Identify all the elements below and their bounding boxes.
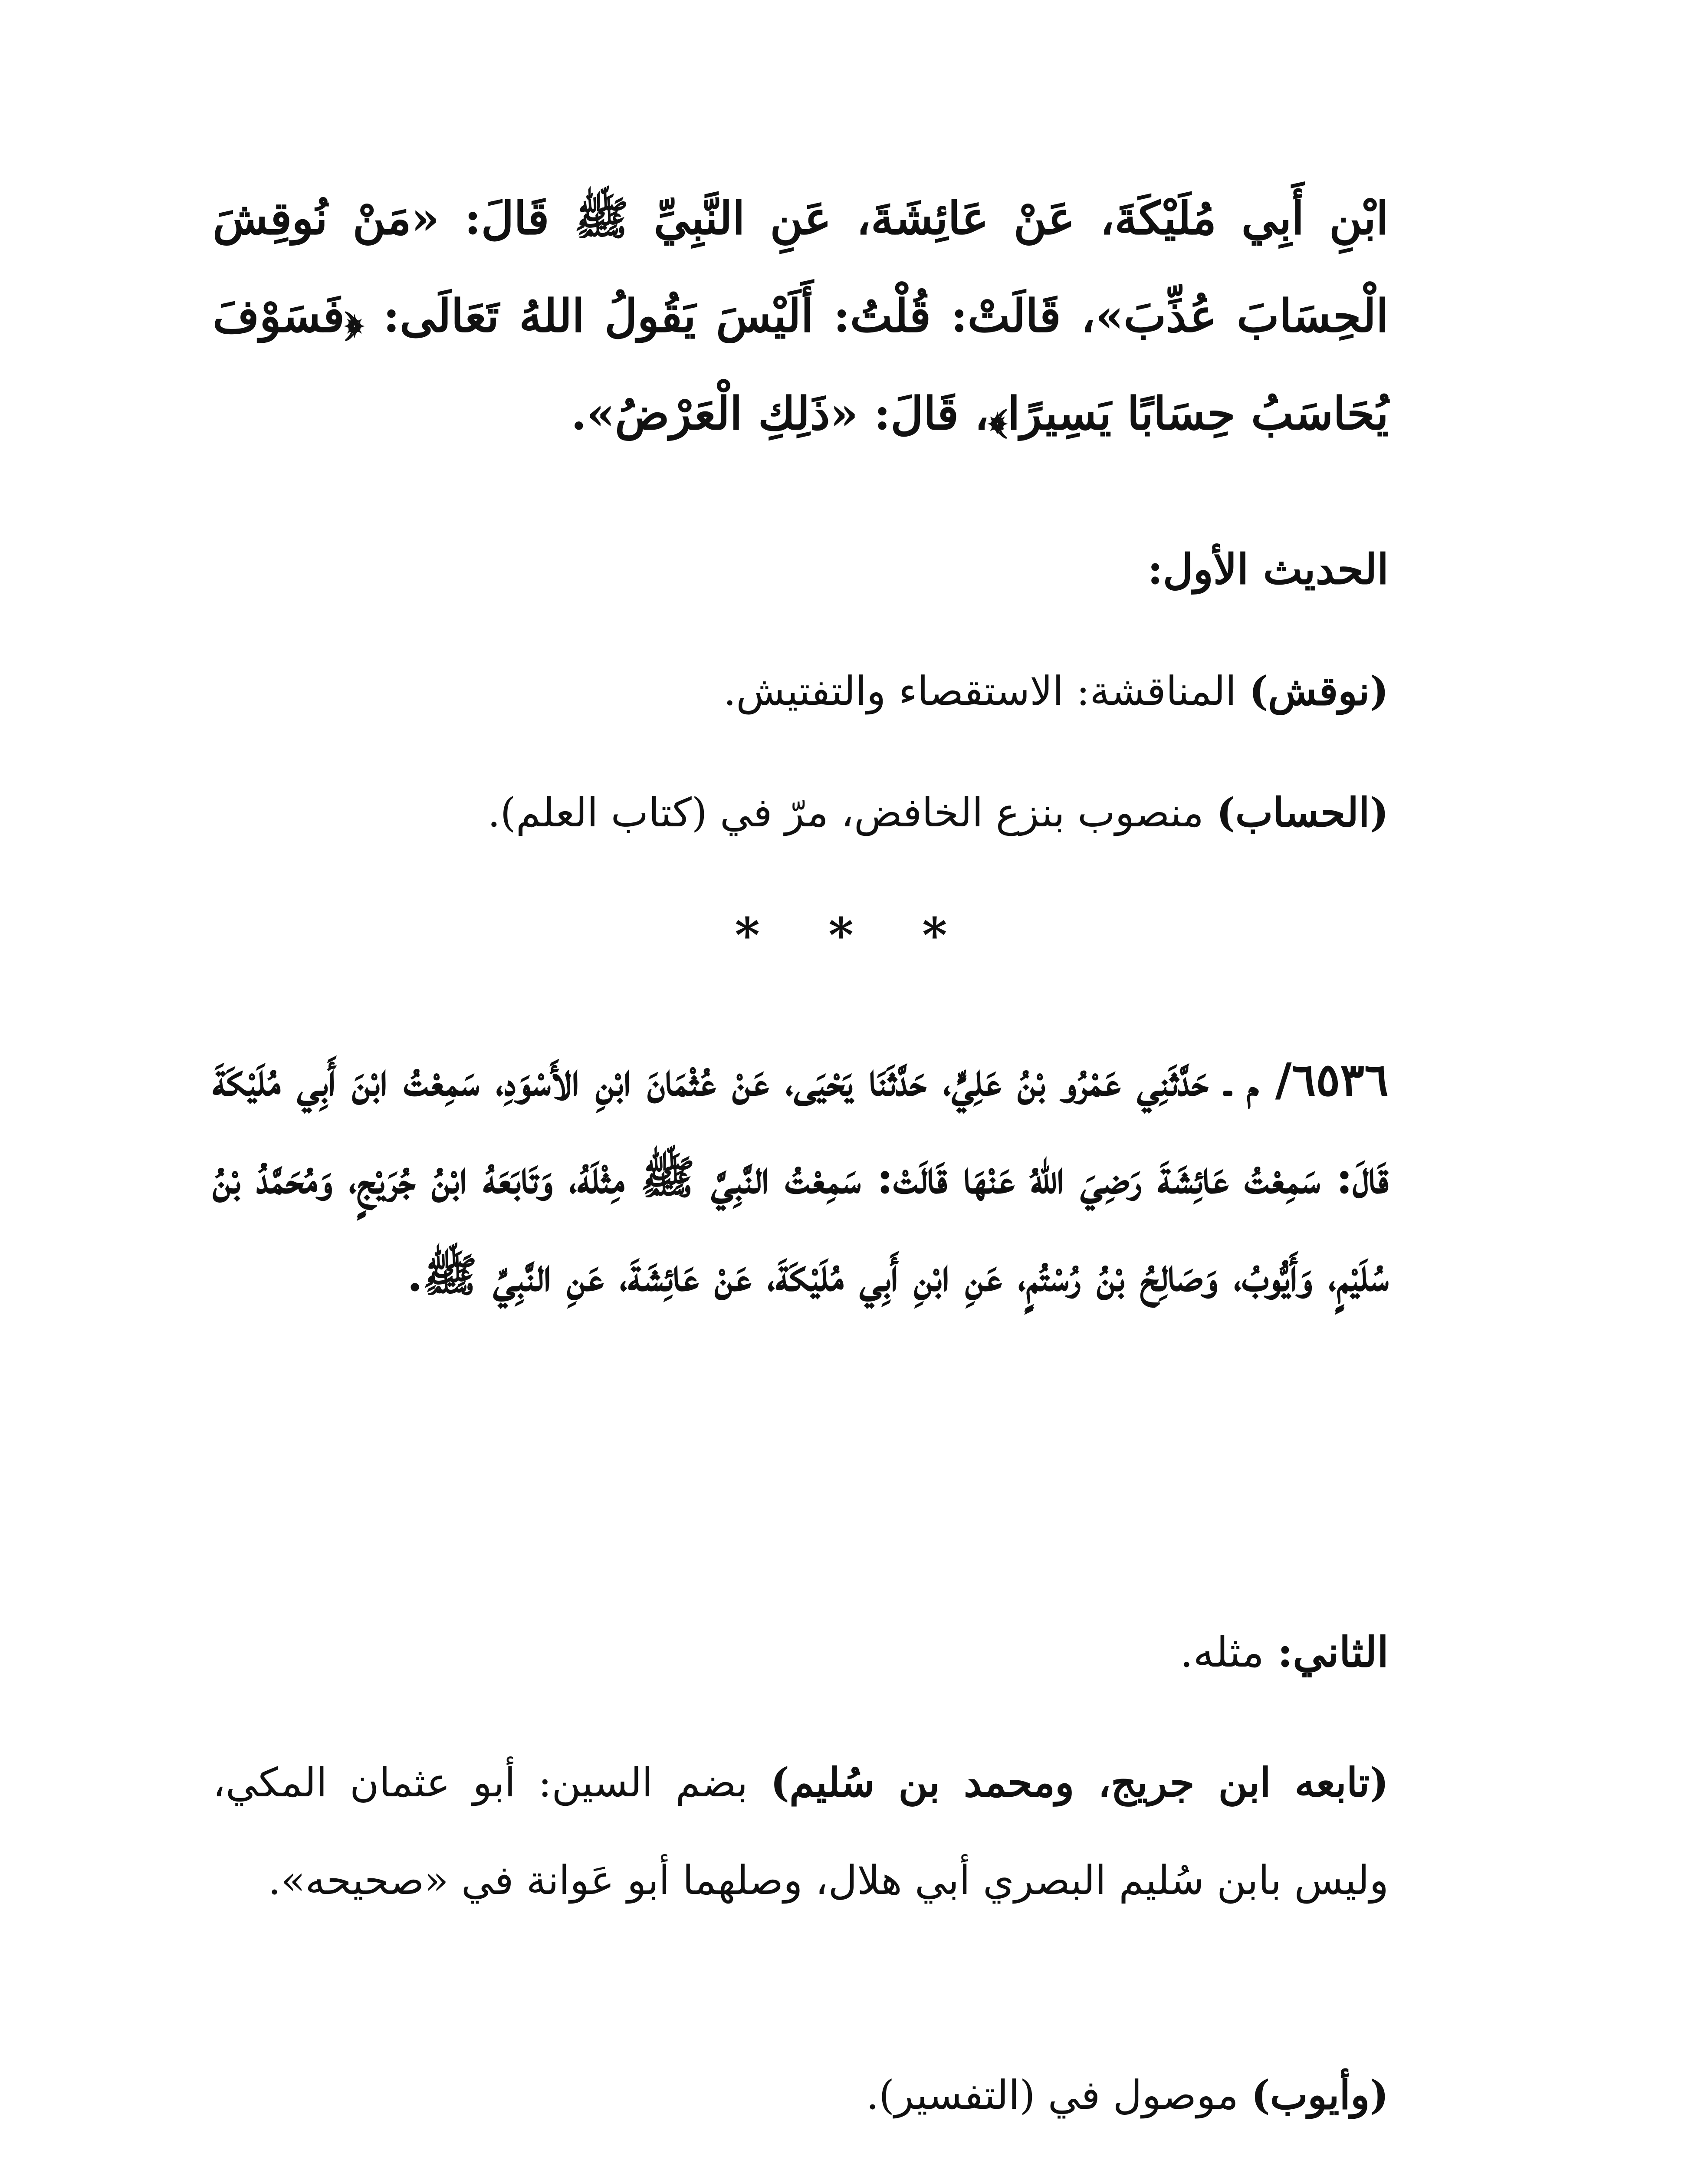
note-term: (وأيوب) <box>1251 2071 1389 2118</box>
commentary-note-hisab <box>213 764 1389 861</box>
hadith-continuation-text: ابْنِ أَبِي مُلَيْكَةَ، عَنْ عَائِشَةَ، عَنِ النَّبِيِّ ﷺ قَالَ: «مَنْ نُوقِشَ الْحِسَابَ عُذِّبَ»، قَالَتْ: قُلْتُ: أَلَيْسَ يَقُولُ اللهُ تَعَالَى: ﴿فَسَوْفَ يُحَاسَبُ حِسَابًا يَسِيرًا﴾، قَالَ: «ذَلِكِ الْعَرْضُ». <box>213 191 1389 440</box>
commentary-note-salih <box>213 2163 1389 2170</box>
note-text: المناقشة: الاستقصاء والتفتيش. <box>723 668 1249 714</box>
note-text: منصوب بنزع الخافض، مرّ في (كتاب العلم). <box>487 789 1217 836</box>
note-term: (تابعه ابن جريج، ومحمد بن سُليم) <box>770 1759 1389 1806</box>
commentary-note-ayyub <box>213 2046 1389 2144</box>
note-text: بضم السين: أبو عثمان المكي، وليس بابن سُليم البصري أبي هلال، وصلهما أبو عَوانة في «صحيحه». <box>213 1759 1389 1904</box>
commentary-heading-second <box>213 1628 1389 1677</box>
commentary-heading-first: الحديث الأول: <box>1147 545 1389 594</box>
heading-text: مثله. <box>1180 1628 1278 1677</box>
note-text: موصول في (التفسير). <box>866 2072 1251 2118</box>
section-separator: * * * <box>735 907 973 963</box>
note-term: (نوقش) <box>1249 667 1389 714</box>
note-term: (الحساب) <box>1216 789 1389 836</box>
commentary-note-naqash <box>213 642 1389 740</box>
commentary-note-tabaahu <box>213 1734 1389 1929</box>
heading-term: الثاني: <box>1277 1628 1389 1677</box>
hadith-6536-text: ٦٥٣٦/ م ـ حَدَّثَنِي عَمْرُو بْنُ عَلِيٍّ، حَدَّثَنَا يَحْيَى، عَنْ عُثْمَانَ ابْنِ الأَسْوَدِ، سَمِعْتُ ابْنَ أَبِي مُلَيْكَةَ قَالَ: سَمِعْتُ عَائِشَةَ رَضِيَ اللهُ عَنْهَا قَالَتْ: سَمِعْتُ النَّبِيَّ ﷺ مِثْلَهُ، وَتَابَعَهُ ابْنُ جُرَيْجٍ، وَمُحَمَّدُ بْنُ سُلَيْمٍ، وَأَيُّوبُ، وَصَالِحُ بْنُ رُسْتُمٍ، عَنِ ابْنِ أَبِي مُلَيْكَةَ، عَنْ عَائِشَةَ، عَنِ النَّبِيِّ ﷺ. <box>213 1053 1389 1302</box>
